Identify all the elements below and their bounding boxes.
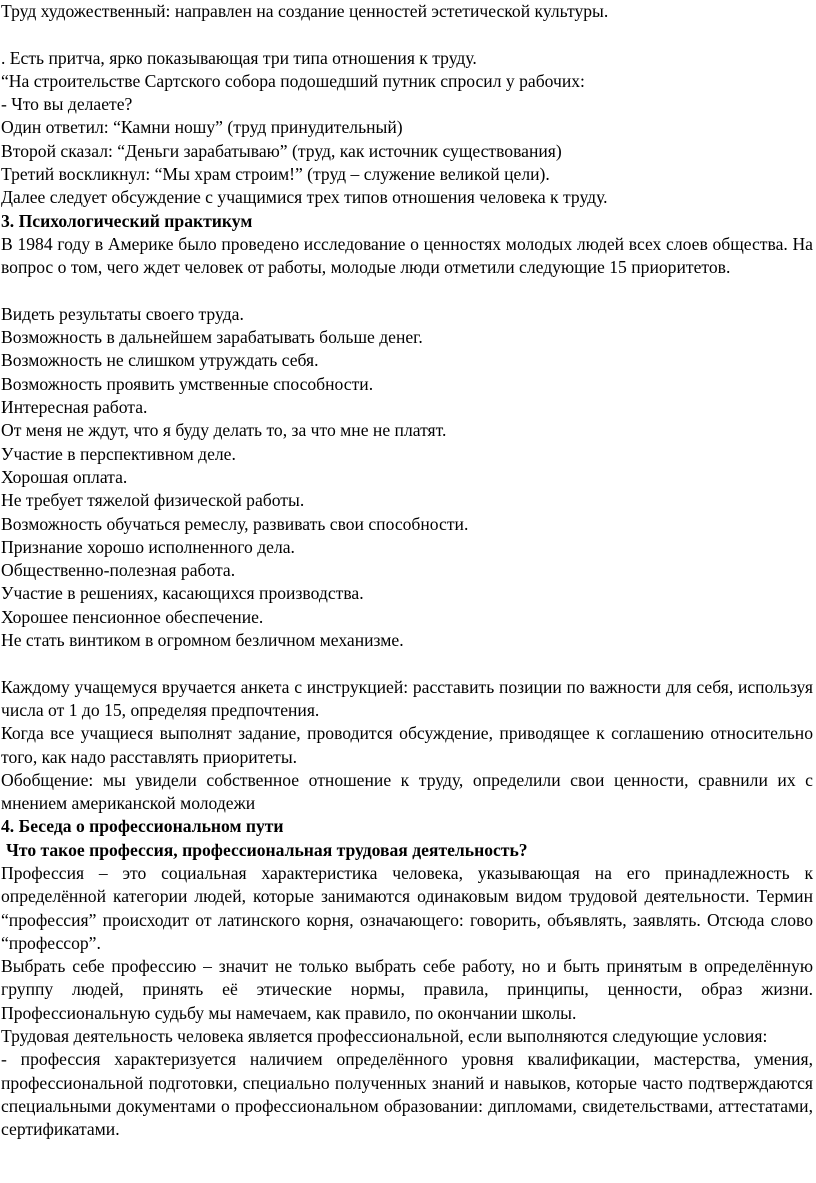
section-4-subheading: Что такое профессия, профессиональная трудовая деятельность? [6, 839, 528, 860]
priority-item: Хорошее пенсионное обеспечение. [1, 606, 264, 627]
paragraph-parable-question: - Что вы делаете? [1, 94, 133, 115]
priority-item: Видеть результаты своего труда. [1, 303, 244, 324]
paragraph-conditions: Трудовая деятельность человека является профессиональной, если выполняются следующие условия: [1, 1026, 768, 1047]
paragraph-profession-definition: Профессия – это социальная характеристика человека, указывающая на его принадлежность к определённой категории людей, которые занимаются одинаковым видом трудовой деятельности. Термин “профессия” происходит от латинского корня, означающего: говорить, объявлять, заявлять. Отсюда слово “профессор”. [1, 862, 813, 953]
paragraph-parable-second: Второй сказал: “Деньги зарабатываю” (труд, как источник существования) [1, 140, 562, 161]
priority-item: Возможность в дальнейшем зарабатывать больше денег. [1, 327, 423, 348]
blank-line [1, 652, 813, 675]
paragraph-parable-first: Один ответил: “Камни ношу” (труд принудительный) [1, 117, 403, 138]
paragraph-condition-qualification: - профессия характеризуется наличием определённого уровня квалификации, мастерства, умения, профессиональной подготовки, специально полученных знаний и навыков, которые часто подтверждаются специальными документами о профессиональном образовании: дипломами, свидетельствами, аттестатами, сертификатами. [1, 1049, 813, 1140]
priority-item: Не стать винтиком в огромном безличном механизме. [1, 630, 404, 651]
paragraph-parable-intro: . Есть притча, ярко показывающая три типа отношения к труду. [1, 47, 477, 68]
paragraph-art-labor: Труд художественный: направлен на создание ценностей эстетической культуры. [1, 1, 609, 21]
paragraph-discussion: Далее следует обсуждение с учащимися трех типов отношения человека к труду. [1, 187, 608, 208]
priority-item: Участие в решениях, касающихся производства. [1, 583, 364, 604]
paragraph-summary: Обобщение: мы увидели собственное отношение к труду, определили свои ценности, сравнили их с мнением американской молодежи [1, 769, 813, 814]
blank-line [1, 280, 813, 303]
priority-item: Возможность обучаться ремеслу, развивать свои способности. [1, 513, 469, 534]
priority-item: Возможность не слишком утруждать себя. [1, 350, 319, 371]
priorities-list [1, 303, 813, 652]
document-body [1, 0, 813, 1142]
priority-item: Не требует тяжелой физической работы. [1, 490, 305, 511]
section-3-intro: В 1984 году в Америке было проведено исследование о ценностях молодых людей всех слоев общества. На вопрос о том, чего ждет человек от работы, молодые люди отметили следующие 15 приоритетов. [1, 233, 813, 278]
section-4-heading: 4. Беседа о профессиональном пути [1, 816, 284, 837]
priority-item: Хорошая оплата. [1, 466, 128, 487]
priority-item: Интересная работа. [1, 397, 148, 418]
priority-item: Признание хорошо исполненного дела. [1, 536, 295, 557]
section-3-heading: 3. Психологический практикум [1, 210, 253, 231]
paragraph-parable-third: Третий воскликнул: “Мы храм строим!” (труд – служение великой цели). [1, 164, 550, 185]
priority-item: Общественно-полезная работа. [1, 560, 236, 581]
blank-line [1, 23, 813, 46]
paragraph-choose-profession: Выбрать себе профессию – значит не только выбрать себе работу, но и быть принятым в определённую группу людей, принять её этические нормы, правила, принципы, ценности, образ жизни. Профессиональную судьбу мы намечаем, как правило, по окончании школы. [1, 956, 813, 1023]
priority-item: От меня не ждут, что я буду делать то, за что мне не платят. [1, 420, 447, 441]
paragraph-agreement: Когда все учащиеся выполнят задание, проводится обсуждение, приводящее к соглашению относительно того, как надо расставлять приоритеты. [1, 723, 813, 767]
paragraph-parable-start: “На строительстве Сартского собора подошедший путник спросил у рабочих: [1, 70, 585, 91]
priority-item: Участие в перспективном деле. [1, 443, 236, 464]
paragraph-questionnaire: Каждому учащемуся вручается анкета с инструкцией: расставить позиции по важности для себя, используя числа от 1 до 15, определяя предпочтения. [1, 676, 813, 720]
priority-item: Возможность проявить умственные способности. [1, 373, 374, 394]
